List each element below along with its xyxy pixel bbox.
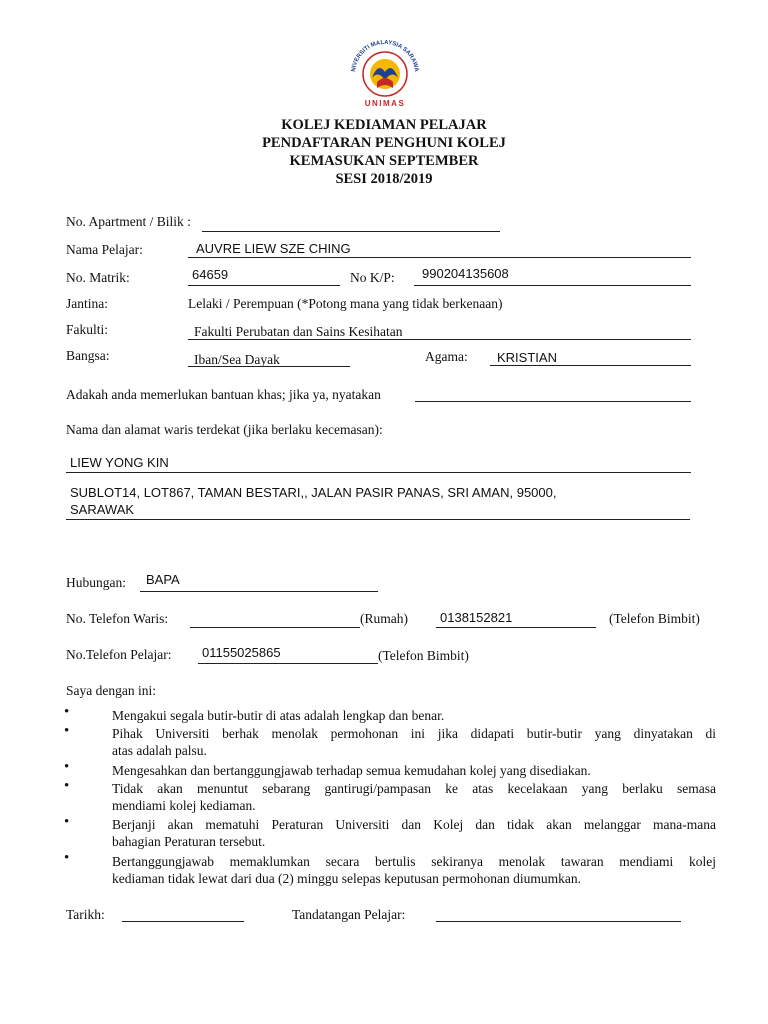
tel-waris-bimbit-value[interactable]: 0138152821 (440, 610, 513, 625)
fakulti-value[interactable]: Fakulti Perubatan dan Sains Kesihatan (194, 324, 403, 339)
declaration-item-2-line-1: Pihak Universiti berhak menolak permohonan ini jika didapati butir-butir yang dinyatakan di (112, 726, 716, 741)
agama-label: Agama: (425, 349, 468, 364)
heading-line-4: SESI 2018/2019 (335, 171, 433, 187)
kp-value[interactable]: 990204135608 (422, 266, 509, 281)
bimbit-label: (Telefon Bimbit) (609, 611, 700, 626)
kp-label: No K/P: (350, 270, 395, 285)
matrik-label: No. Matrik: (66, 270, 130, 285)
apartment-line (202, 231, 500, 232)
declaration-item-5-line-1: Berjanji akan mematuhi Peraturan Universiti dan Kolej dan tidak akan melanggar mana-mana (112, 817, 716, 832)
bullet-4: • (64, 778, 70, 794)
tel-pelajar-label: No.Telefon Pelajar: (66, 647, 172, 662)
declaration-item-6-line-1: Bertanggungjawab memaklumkan secara bertulis sekiranya menolak tawaran mendiami kolej (112, 854, 716, 869)
logo-bottom-text: UNIMAS (364, 99, 406, 108)
waris-name-value[interactable]: LIEW YONG KIN (70, 455, 169, 470)
agama-line (490, 365, 691, 366)
bangsa-line (188, 366, 350, 367)
bullet-2: • (64, 723, 70, 739)
tel-waris-label: No. Telefon Waris: (66, 611, 169, 626)
bullet-1: • (64, 704, 70, 720)
declaration-item-4-line-2: mendiami kolej kediaman. (112, 797, 256, 813)
declaration-item-6 (112, 854, 716, 887)
name-line (188, 257, 691, 258)
declaration-intro: Saya dengan ini: (66, 683, 156, 698)
bullet-6: • (64, 850, 70, 866)
bangsa-label: Bangsa: (66, 348, 110, 363)
tarikh-label: Tarikh: (66, 907, 105, 922)
waris-label: Nama dan alamat waris terdekat (jika berlaku kecemasan): (66, 422, 383, 437)
fakulti-line (188, 339, 691, 340)
bantuan-label: Adakah anda memerlukan bantuan khas; jika ya, nyatakan (66, 387, 381, 402)
heading-line-2: PENDAFTARAN PENGHUNI KOLEJ (262, 135, 506, 151)
apartment-label: No. Apartment / Bilik : (66, 214, 191, 229)
declaration-item-3 (112, 763, 716, 780)
matrik-value[interactable]: 64659 (192, 267, 229, 282)
bullet-3: • (64, 759, 70, 775)
jantina-value: Lelaki / Perempuan (*Potong mana yang tidak berkenaan) (188, 296, 503, 311)
waris-name-line (66, 472, 691, 473)
hubungan-line (140, 591, 378, 592)
declaration-item-5 (112, 817, 716, 850)
hubungan-value[interactable]: BAPA (146, 572, 180, 587)
declaration-item-4-line-1: Tidak akan menuntut sebarang gantirugi/pampasan ke atas kecelakaan yang berlaku semasa (112, 781, 716, 796)
tel-waris-rumah-line (190, 627, 360, 628)
declaration-item-3-line-1: Mengesahkan dan bertanggungjawab terhadap semua kemudahan kolej yang disediakan. (112, 763, 591, 778)
declaration-item-1-line-1: Mengakui segala butir-butir di atas adalah lengkap dan benar. (112, 708, 445, 723)
name-value[interactable]: AUVRE LIEW SZE CHING (196, 241, 351, 256)
fakulti-label: Fakulti: (66, 322, 109, 337)
heading-line-1: KOLEJ KEDIAMAN PELAJAR (281, 117, 487, 133)
rumah-label: (Rumah) (360, 611, 408, 626)
waris-address-line (66, 519, 690, 520)
unimas-logo-mark (344, 38, 426, 110)
waris-address-line-1[interactable]: SUBLOT14, LOT867, TAMAN BESTARI,, JALAN PASIR PANAS, SRI AMAN, 95000, (70, 485, 557, 500)
tandatangan-label: Tandatangan Pelajar: (292, 907, 406, 922)
hubungan-label: Hubungan: (66, 575, 126, 590)
declaration-item-1 (112, 708, 716, 725)
matrik-line (188, 285, 340, 286)
tel-waris-bimbit-line (436, 627, 596, 628)
declaration-item-5-line-2: bahagian Peraturan tersebut. (112, 833, 266, 849)
declaration-item-2 (112, 726, 716, 759)
bullet-5: • (64, 814, 70, 830)
jantina-label: Jantina: (66, 296, 108, 311)
agama-value[interactable]: KRISTIAN (497, 350, 557, 365)
tel-pelajar-suffix: (Telefon Bimbit) (378, 648, 469, 663)
name-label: Nama Pelajar: (66, 242, 143, 257)
declaration-item-4 (112, 781, 716, 814)
bangsa-value[interactable]: Iban/Sea Dayak (194, 352, 280, 367)
tel-pelajar-line (198, 663, 378, 664)
unimas-logo (344, 38, 426, 110)
kp-line (414, 285, 691, 286)
declaration-item-6-line-2: kediaman tidak lewat dari dua (2) minggu selepas keputusan permohonan diumumkan. (112, 870, 581, 886)
waris-address-line-2[interactable]: SARAWAK (70, 502, 135, 517)
declaration-item-2-line-2: atas adalah palsu. (112, 742, 207, 758)
bantuan-line (415, 401, 691, 402)
heading-line-3: KEMASUKAN SEPTEMBER (289, 153, 479, 169)
tandatangan-line (436, 921, 681, 922)
tarikh-line (122, 921, 244, 922)
logo-arc-text: NIVERSITI MALAYSIA SARAWA (351, 39, 419, 73)
tel-pelajar-value[interactable]: 01155025865 (202, 645, 281, 660)
